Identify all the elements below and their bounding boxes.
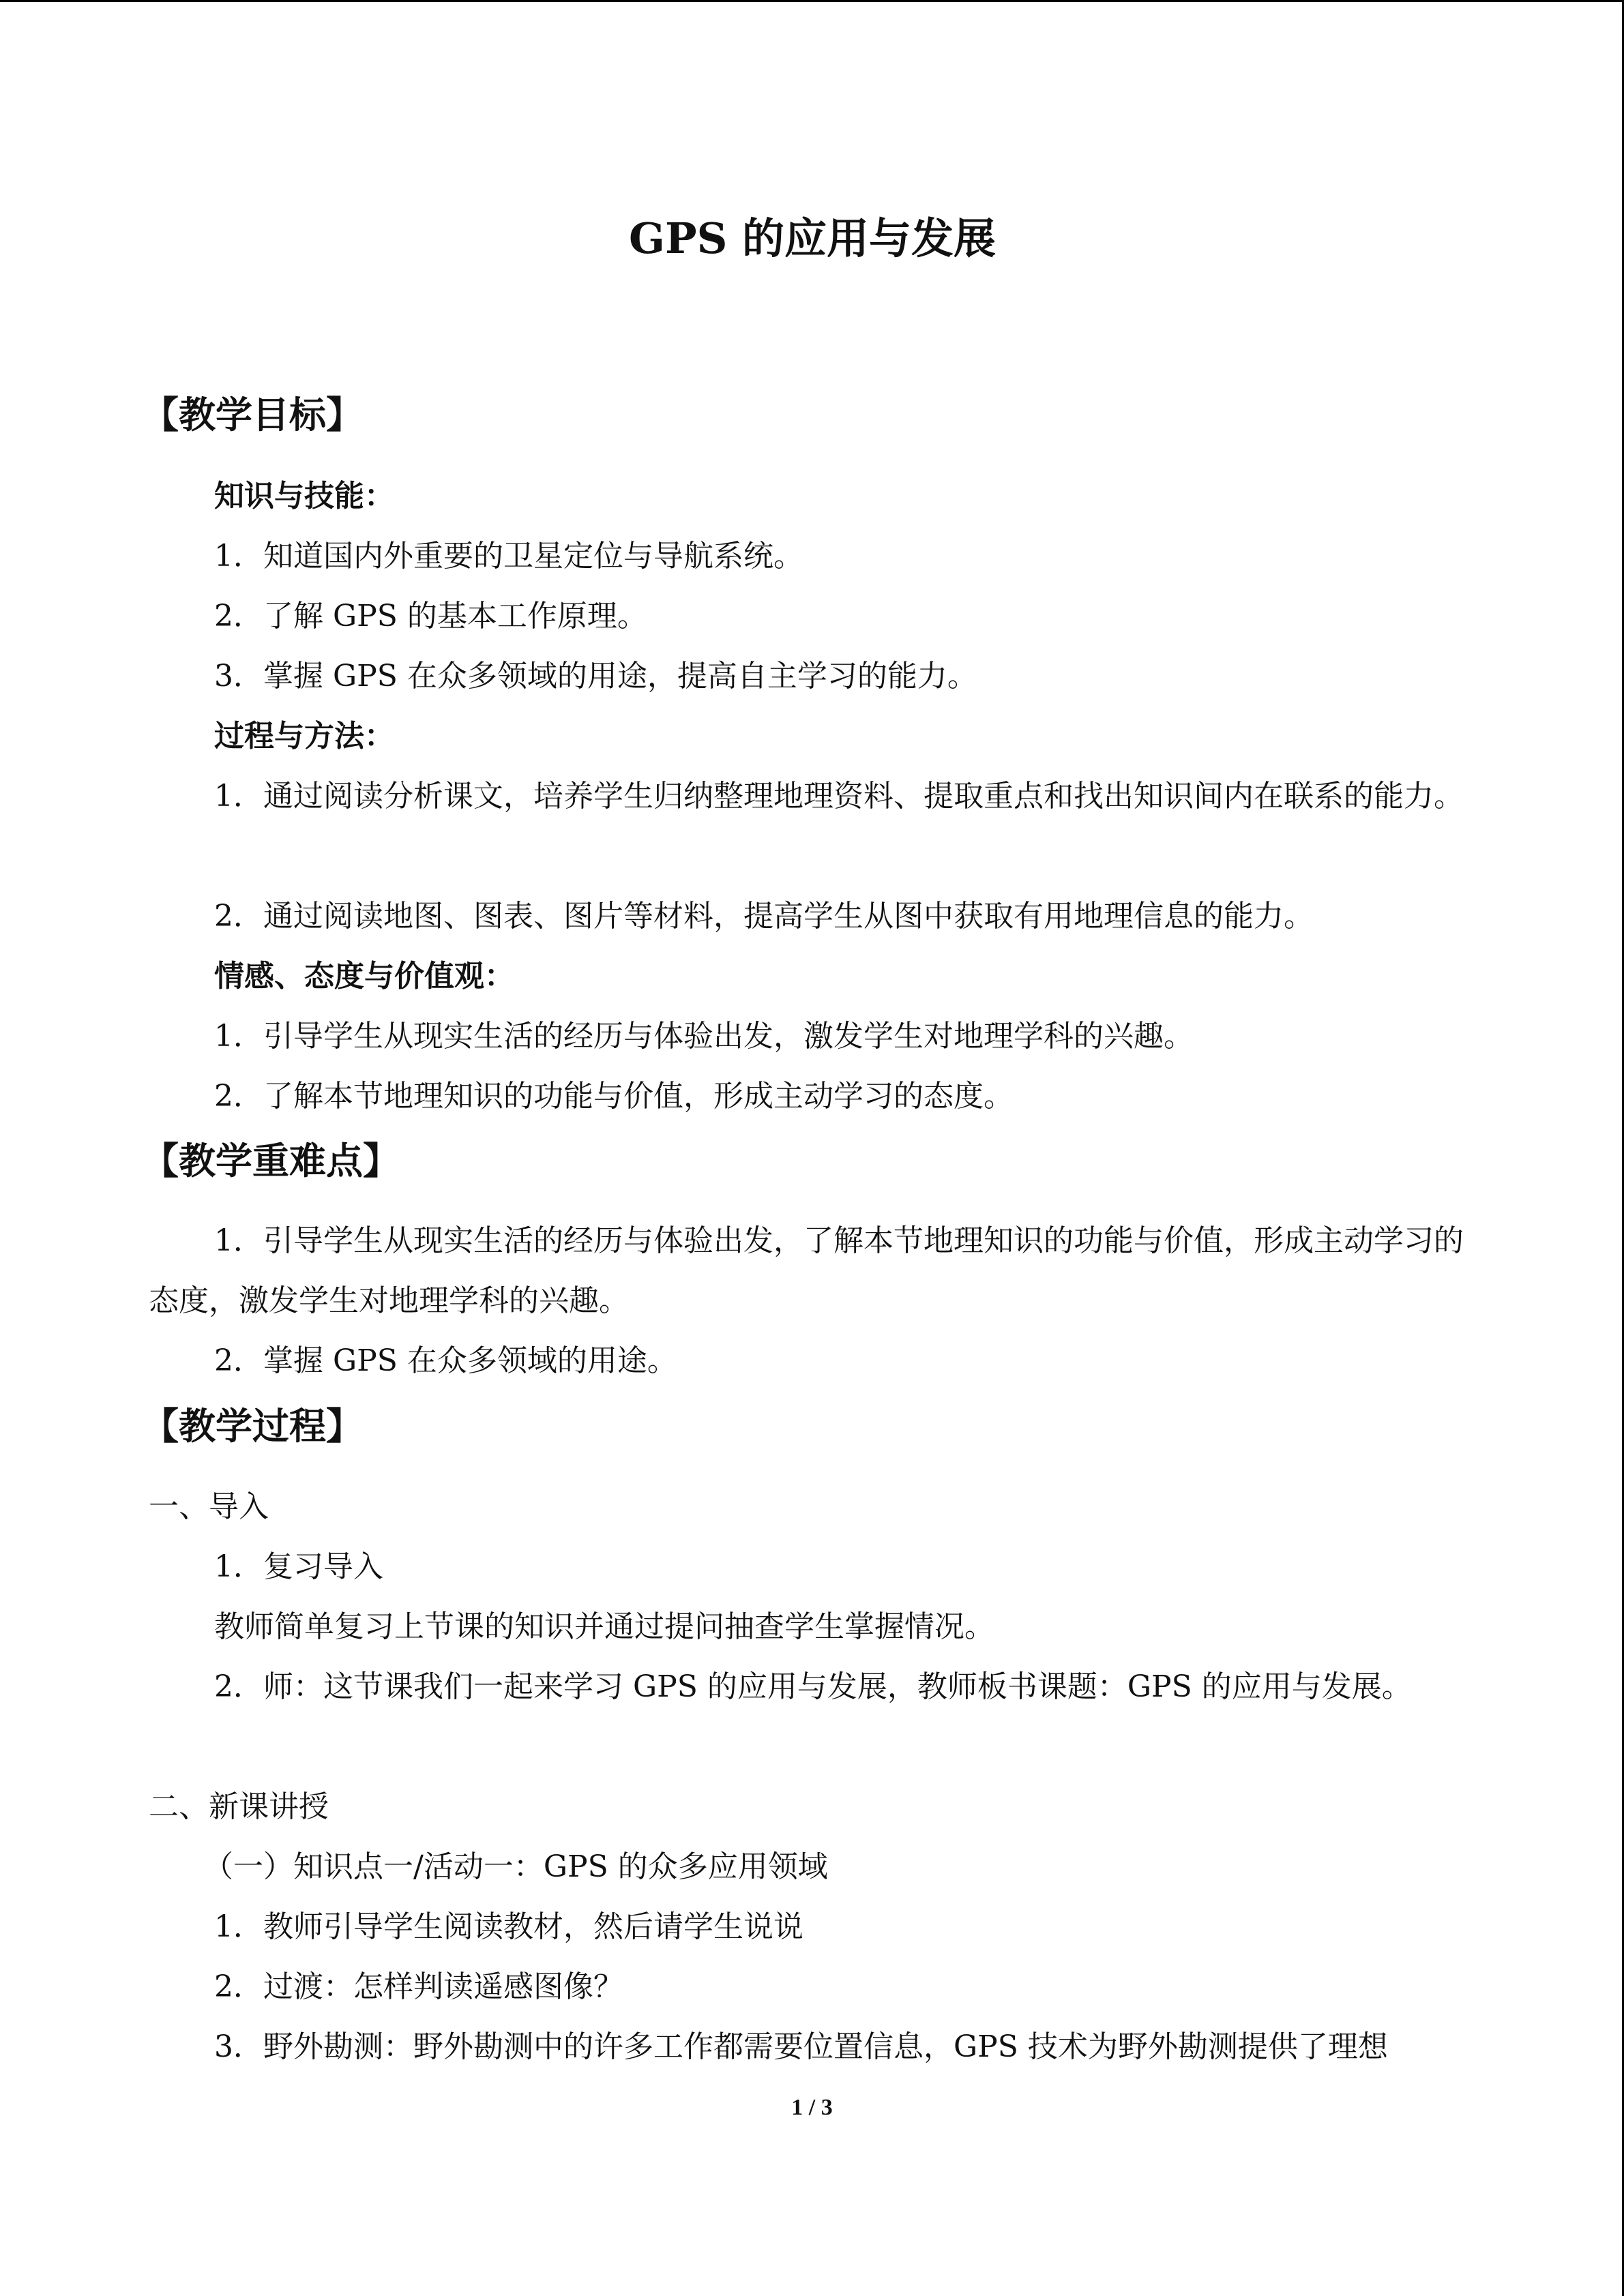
keypoint-item-1: 1．引导学生从现实生活的经历与体验出发，了解本节地理知识的功能与价值，形成主动学习的态度，激发学生对地理学科的兴趣。 [149,1223,1464,1318]
keypoint-item-2: 2．掌握 GPS 在众多领域的用途。 [214,1343,677,1378]
heading-keypoints: 【教学重难点】 [142,1139,400,1182]
document-title: GPS 的应用与发展 [629,213,996,263]
page-number: 1 / 3 [791,2095,833,2120]
label-process: 过程与方法： [214,719,394,754]
knowledge-point-1: （一）知识点一/活动一：GPS 的众多应用领域 [203,1849,828,1884]
activity-step-2: 2．过渡：怎样判读遥感图像？ [214,1969,623,2004]
knowledge-item-1: 1．知道国内外重要的卫星定位与导航系统。 [214,539,803,573]
heading-objectives: 【教学目标】 [142,393,363,436]
activity-step-3: 3．野外勘测：野外勘测中的许多工作都需要位置信息，GPS 技术为野外勘测提供了理想 [214,2029,1388,2064]
knowledge-item-3: 3．掌握 GPS 在众多领域的用途，提高自主学习的能力。 [214,659,977,694]
process-item-1: 1．通过阅读分析课文，培养学生归纳整理地理资料、提取重点和找出知识间内在联系的能力。 [214,779,1464,814]
attitude-item-2: 2．了解本节地理知识的功能与价值，形成主动学习的态度。 [214,1079,1014,1114]
new-lesson-label: 二、新课讲授 [149,1789,329,1824]
intro-label: 一、导入 [149,1489,269,1524]
intro-step-1: 1．复习导入 [214,1549,383,1584]
activity-step-1: 1．教师引导学生阅读教材，然后请学生说说 [214,1909,803,1944]
attitude-item-1: 1．引导学生从现实生活的经历与体验出发，激发学生对地理学科的兴趣。 [214,1019,1194,1054]
intro-step-2: 2．师：这节课我们一起来学习 GPS 的应用与发展，教师板书课题：GPS 的应用与发展。 [214,1669,1412,1704]
label-knowledge: 知识与技能： [214,479,394,513]
process-item-2: 2．通过阅读地图、图表、图片等材料，提高学生从图中获取有用地理信息的能力。 [214,899,1314,934]
intro-step-1-text: 教师简单复习上节课的知识并通过提问抽查学生掌握情况。 [214,1609,994,1644]
heading-process: 【教学过程】 [142,1404,363,1448]
knowledge-item-2: 2．了解 GPS 的基本工作原理。 [214,599,647,633]
label-attitude: 情感、态度与价值观： [214,959,514,994]
